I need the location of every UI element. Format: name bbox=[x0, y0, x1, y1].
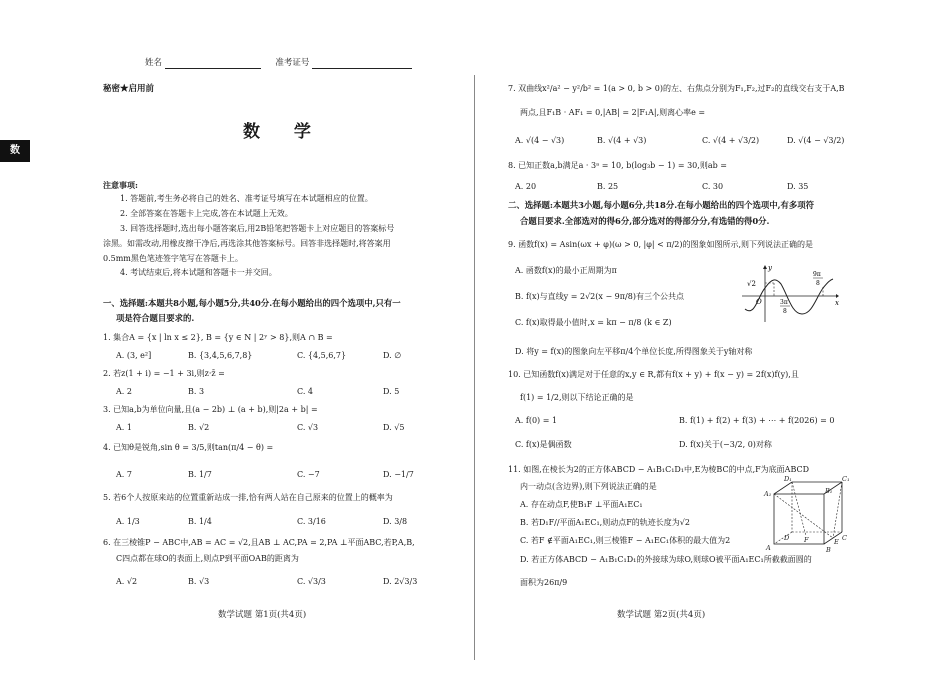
notice-item: 4. 考试结束后,将本试题和答题卡一并交回。 bbox=[120, 268, 277, 277]
q9-9pi-num: 9π bbox=[813, 271, 821, 278]
cube-label-e: E bbox=[834, 538, 839, 546]
q7-option-b: B. √(4 + √3) bbox=[597, 136, 647, 145]
q11-option-b: B. 若D₁F//平面A₁EC₁,则动点F的轨迹长度为√2 bbox=[520, 518, 690, 527]
q1-option-c: C. {4,5,6,7} bbox=[297, 351, 347, 360]
q8-option-b: B. 25 bbox=[597, 182, 619, 191]
q6-option-c: C. √3/3 bbox=[297, 577, 326, 586]
q9-origin-label: O bbox=[756, 298, 762, 306]
cube-label-a1: A₁ bbox=[764, 490, 772, 498]
q6-stem: 6. 在三棱锥P − ABC中,AB = AC = √2,且AB ⊥ AC,PA = 2,PA ⊥平面ABC,若P,A,B, bbox=[103, 538, 415, 547]
q4-option-b: B. 1/7 bbox=[188, 470, 212, 479]
q3-option-a: A. 1 bbox=[116, 423, 132, 432]
cube-label-a: A bbox=[766, 544, 771, 552]
q9-option-a: A. 函数f(x)的最小正周期为π bbox=[515, 266, 617, 275]
cube-label-f: F bbox=[804, 536, 809, 544]
q9-y-label: y bbox=[768, 264, 772, 272]
q6-option-a: A. √2 bbox=[116, 577, 138, 586]
name-label: 姓名 bbox=[145, 58, 163, 68]
exam-no-label: 准考证号 bbox=[275, 58, 310, 68]
q3-option-c: C. √3 bbox=[297, 423, 319, 432]
q1-stem: 1. 集合A = {x | ln x ≤ 2}, B = {y ∈ N | 2ʸ > 8},则A ∩ B = bbox=[103, 333, 333, 342]
q3-stem: 3. 已知a,b为单位向量,且(a − 2b) ⊥ (a + b),则|2a + b| = bbox=[103, 405, 318, 414]
section-2-heading-cont: 合题目要求.全部选对的得6分,部分选对的得部分分,有选错的得0分. bbox=[520, 216, 770, 226]
q5-option-c: C. 3/16 bbox=[297, 517, 326, 526]
cube-label-c1: C₁ bbox=[842, 475, 850, 483]
q2-option-b: B. 3 bbox=[188, 387, 205, 396]
q9-option-b: B. f(x)与直线y = 2√2(x − 9π/8)有三个公共点 bbox=[515, 292, 684, 301]
q11-cube-figure bbox=[762, 474, 850, 556]
q5-option-a: A. 1/3 bbox=[116, 517, 140, 526]
q2-option-c: C. 4 bbox=[297, 387, 314, 396]
q2-stem: 2. 若z(1 + i) = −1 + 3i,则z·z̄ = bbox=[103, 369, 225, 378]
q11-option-c: C. 若F ∉平面A₁EC₁,则三棱锥F − A₁EC₁体积的最大值为2 bbox=[520, 536, 731, 545]
q6-stem-cont: C四点都在球O的表面上,则点P到平面OAB的距离为 bbox=[116, 554, 299, 563]
notice-item: 1. 答题前,考生务必将自己的姓名、准考证号填写在本试题相应的位置。 bbox=[120, 194, 373, 203]
notice-item: 0.5mm黑色笔迹签字笔写在答题卡上。 bbox=[103, 254, 243, 263]
q5-stem: 5. 若6个人按原来站的位置重新站成一排,恰有两人站在自己原来的位置上的概率为 bbox=[103, 493, 393, 502]
q5-option-b: B. 1/4 bbox=[188, 517, 212, 526]
name-blank bbox=[165, 59, 261, 69]
secret-mark: 秘密★启用前 bbox=[103, 84, 155, 94]
notice-item: 3. 回答选择题时,选出每小题答案后,用2B铅笔把答题卡上对应题目的答案标号 bbox=[120, 224, 395, 233]
cube-label-d: D bbox=[784, 534, 790, 542]
cube-edge bbox=[824, 532, 842, 544]
q2-option-a: A. 2 bbox=[116, 387, 132, 396]
cube-section-line bbox=[833, 482, 842, 538]
q11-option-d: D. 若正方体ABCD − A₁B₁C₁D₁的外接球为球O,则球O被平面A₁EC₁所截截面圆的 bbox=[520, 555, 812, 564]
q9-3pi-num: 3π bbox=[780, 299, 788, 306]
q6-option-b: B. √3 bbox=[188, 577, 210, 586]
q6-option-d: D. 2√3/3 bbox=[383, 577, 418, 586]
cube-label-b: B bbox=[826, 546, 831, 554]
q11-option-d-cont: 面积为26π/9 bbox=[520, 578, 568, 587]
q8-option-c: C. 30 bbox=[702, 182, 724, 191]
q8-option-d: D. 35 bbox=[787, 182, 809, 191]
q10-stem-cont: f(1) = 1/2,则以下结论正确的是 bbox=[520, 393, 634, 402]
section-2-heading: 二、选择题:本题共3小题,每小题6分,共18分.在每小题给出的四个选项中,有多项符 bbox=[508, 200, 815, 210]
q8-option-a: A. 20 bbox=[515, 182, 537, 191]
q9-option-c: C. f(x)取得最小值时,x = kπ − π/8 (k ∈ Z) bbox=[515, 318, 672, 327]
q11-stem: 11. 如图,在棱长为2的正方体ABCD − A₁B₁C₁D₁中,E为棱BC的中点,F为底面ABCD bbox=[508, 465, 810, 474]
footer-left: 数学试题 第1页(共4页) bbox=[218, 610, 307, 620]
q9-y-arrow bbox=[763, 265, 767, 269]
q9-sqrt2-label: √2 bbox=[747, 280, 756, 288]
notice-heading: 注意事项: bbox=[103, 180, 138, 190]
q4-option-c: C. −7 bbox=[297, 470, 320, 479]
q7-stem: 7. 双曲线x²/a² − y²/b² = 1(a > 0, b > 0)的左、右焦点分别为F₁,F₂,过F₂的直线交右支于A,B bbox=[508, 84, 845, 93]
q10-option-b: B. f(1) + f(2) + f(3) + ⋯ + f(2026) = 0 bbox=[679, 416, 835, 425]
q7-option-d: D. √(4 − √3/2) bbox=[787, 136, 845, 145]
page-title: 数 学 bbox=[243, 122, 325, 142]
q7-stem-cont: 两点,且F₁B · AF₁ = 0,|AB| = 2|F₁A|,则离心率e = bbox=[520, 108, 706, 117]
q5-option-d: D. 3/8 bbox=[383, 517, 408, 526]
page-divider bbox=[474, 75, 475, 660]
q3-option-d: D. √5 bbox=[383, 423, 405, 432]
q9-x-arrow bbox=[836, 294, 839, 298]
q9-option-d: D. 将y = f(x)的图象向左平移π/4个单位长度,所得图象关于y轴对称 bbox=[515, 347, 753, 356]
q11-option-a: A. 存在动点F,使B₁F ⊥平面A₁EC₁ bbox=[520, 500, 643, 509]
cube-edge bbox=[774, 482, 792, 494]
q9-9pi-den: 8 bbox=[816, 280, 820, 287]
exam-no-blank bbox=[312, 59, 412, 69]
q8-stem: 8. 已知正数a,b满足a · 3ᵃ = 10, b(log₃b − 1) = 30,则ab = bbox=[508, 161, 727, 170]
section-1-heading-cont: 项是符合题目要求的. bbox=[116, 313, 195, 323]
q9-stem: 9. 函数f(x) = Asin(ωx + φ)(ω > 0, |φ| < π/2)的图象如图所示,则下列说法正确的是 bbox=[508, 240, 814, 249]
q9-x-label: x bbox=[835, 299, 839, 307]
q3-option-b: B. √2 bbox=[188, 423, 210, 432]
q7-option-c: C. √(4 + √3/2) bbox=[702, 136, 760, 145]
section-1-heading: 一、选择题:本题共8小题,每小题5分,共40分.在每小题给出的四个选项中,只有一 bbox=[103, 298, 401, 308]
cube-label-c: C bbox=[842, 534, 847, 542]
q4-option-a: A. 7 bbox=[116, 470, 132, 479]
cube-front-face bbox=[774, 494, 824, 544]
notice-item: 涂黑。如需改动,用橡皮擦干净后,再选涂其他答案标号。回答非选择题时,将答案用 bbox=[103, 239, 391, 248]
q1-option-b: B. {3,4,5,6,7,8} bbox=[188, 351, 253, 360]
q1-option-d: D. ∅ bbox=[383, 351, 402, 360]
footer-right: 数学试题 第2页(共4页) bbox=[617, 610, 706, 620]
q11-stem-cont: 内一动点(含边界),则下列说法正确的是 bbox=[520, 482, 657, 491]
q10-option-d: D. f(x)关于(−3/2, 0)对称 bbox=[679, 440, 772, 449]
q10-option-c: C. f(x)是偶函数 bbox=[515, 440, 572, 449]
q7-option-a: A. √(4 − √3) bbox=[515, 136, 565, 145]
cube-label-b1: B₁ bbox=[825, 487, 833, 495]
q4-stem: 4. 已知θ是锐角,sin θ = 3/5,则tan(π/4 − θ) = bbox=[103, 443, 274, 452]
notice-item: 2. 全部答案在答题卡上完成,答在本试题上无效。 bbox=[120, 209, 293, 218]
q4-option-d: D. −1/7 bbox=[383, 470, 414, 479]
q9-sine-graph bbox=[740, 262, 840, 324]
q2-option-d: D. 5 bbox=[383, 387, 400, 396]
cube-label-d1: D₁ bbox=[784, 475, 792, 483]
header-fields bbox=[145, 58, 412, 69]
q9-3pi-den: 8 bbox=[783, 308, 787, 315]
q10-stem: 10. 已知函数f(x)满足对于任意的x,y ∈ R,都有f(x + y) + f(x − y) = 2f(x)f(y),且 bbox=[508, 370, 799, 379]
q10-option-a: A. f(0) = 1 bbox=[515, 416, 558, 425]
cube-hidden-edge bbox=[774, 532, 792, 544]
q1-option-a: A. (3, e²] bbox=[116, 351, 152, 360]
subject-tab: 数 bbox=[0, 140, 30, 162]
